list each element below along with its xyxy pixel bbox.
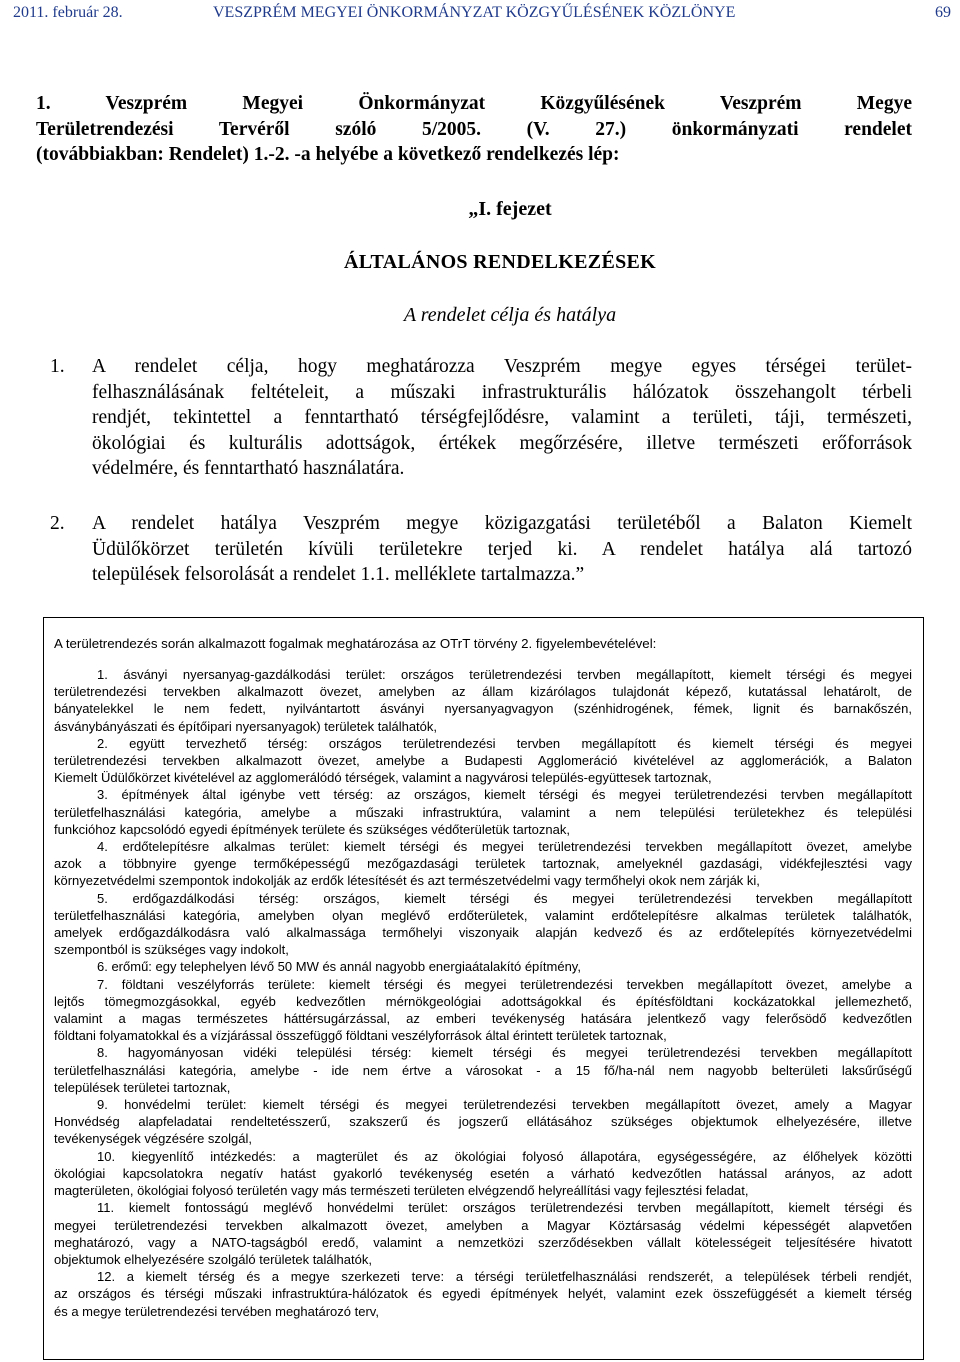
paragraph-line: A rendelet célja, hogy meghatározza Veszprém megye egyes térségei terület- [92,356,912,377]
definition-line: 4. erdőtelepítésre alkalmas terület: kiemelt térségi és megyei területrendezési tervekben megállapított övezet, amelybe [97,839,912,855]
definition-line: környezetvédelmi szempontok indokolják az erdők létesítését és azt természetvédelmi vagy termőhelyi okok nem zárják ki, [54,873,760,889]
paragraph-line: rendjét, tekintettel a fenntartható térségfejlődésre, valamint a területi, táji, természeti, [92,407,912,428]
definition-line: 9. honvédelmi terület: kiemelt térségi és megyei területrendezési tervekben megállapított övezet, amely a Magyar [97,1097,912,1113]
definition-line: lejtős tömegmozgásokkal, egyéb kedvezőtlen mérnökgeológiai adottságokkal és építésföldtani kockázatokkal jellemezhető, [54,993,912,1009]
paragraph-number: 2. [50,513,65,534]
definition-line: területrendezési tervekben alkalmazott övezet, amelyben az állam kizárólagos tulajdonát képező, kutatással lehatárolt, de [54,684,912,700]
definition-line: 6. erőmű: egy telephelyen lévő 50 MW és annál nagyobb energiaátalakító építmény, [97,959,581,975]
definition-line: 2. együtt tervezhető térség: országos területrendezési tervben megállapított és kiemelt térségi és megyei [97,735,912,751]
paragraph-2 [50,511,912,588]
definition-item [54,838,912,890]
definition-line: amelyek erdőgazdálkodásra való alkalmassága termőhelyi viszonyaik alapján kedvező és az erdőtelepítés környezetvédelmi [54,925,912,941]
definition-line: 10. kiegyenlítő intézkedés: a magterület és az ökológiai folyosó állapotára, egységességére, az élőhelyek közötti [97,1148,912,1164]
definition-line: települések területei tartoznak, [54,1079,231,1095]
definition-line: 8. hagyományosan vidéki települési térség: kiemelt térségi és megyei területrendezési tervekben megállapított [97,1045,912,1061]
definition-line: Kiemelt Üdülőkörzet kivételével az agglomerálódó térségek, valamint a nagyvárosi település-együttesek tartoznak, [54,770,712,786]
paragraph-line: települések felsorolását a rendelet 1.1. melléklete tartalmazza.” [92,564,585,585]
paragraph-line: felhasználásának feltételeit, a műszaki infrastrukturális hálózatok összehangolt térbeli [92,381,912,403]
chapter-number: „I. fejezet [468,198,552,220]
header-page-number: 69 [935,4,951,21]
definition-item [54,1044,912,1096]
definition-item [54,1096,912,1148]
definition-line: azok a többnyire gyenge termőképességű mezőgazdasági területek tartoznak, amelyeknél gazdasági, vidékfejlesztési vagy [54,856,912,872]
definition-line: bányatelekkel le nem fedett, nyilvántartott ásványi nyersanyagvagyon (szénhidrogének, fémek, lignit és barnakőszén, [54,701,912,717]
definition-line: tevékenységek végzésére szolgál, [54,1131,253,1147]
definition-line: 1. ásványi nyersanyag-gazdálkodási terület: országos területrendezési tervben megállapított, kiemelt térségi és megyei [97,667,912,682]
intro-line: 1. Veszprém Megyei Önkormányzat Közgyűlésének Veszprém Megye [36,93,912,114]
definition-line: szempontból is szükséges vagy indokolt, [54,942,289,958]
chapter-title: ÁLTALÁNOS RENDELKEZÉSEK [344,251,656,273]
definition-line: ásványbányászati és építőipari nyersanyagok) területek találhatók, [54,718,437,734]
definition-line: 11. kiemelt fontosságú meglévő honvédelmi terület: országos területrendezési tervben megállapított, kiemelt térségi és [97,1200,912,1216]
paragraph-1 [50,354,912,482]
header-journal-title: VESZPRÉM MEGYEI ÖNKORMÁNYZAT KÖZGYŰLÉSÉNEK KÖZLÖNYE [213,4,736,21]
definition-line: magterületen, ökológiai folyosó területén vagy más természeti területen elvégzendő helyreállítási vagy fejlesztési feladat, [54,1183,749,1199]
definition-item [54,976,912,1045]
definition-line: az országos és térségi műszaki infrastruktúra-hálózatok és egyedi építmények helyét, valamint ezek összefüggését a kiemelt térség [54,1286,912,1302]
definition-line: 7. földtani veszélyforrás területe: kiemelt térségi és megyei területrendezési tervekben megállapított övezet, amelybe a [97,976,912,992]
definition-line: 3. építmények által igénybe vett térség: az országos, kiemelt térségi és megyei területrendezési tervben megállapított [97,787,912,803]
definition-line: területrendezési tervekben alkalmazott övezet, amelybe a Budapesti Agglomeráció kivételével az agglomerációk, a Balaton [54,753,912,769]
definition-item [54,890,912,959]
definition-line: funkcióhoz kapcsolódó egyedi építmények területe és szükséges védőterületük tartoznak, [54,821,570,837]
definition-line: ökológiai kapcsolatokra negatív hatást gyakorló tevékenység esetén a várható kedvezőtlen hatással arányos, az adott [54,1165,912,1181]
paragraph-line: A rendelet hatálya Veszprém megye közigazgatási területéből a Balaton Kiemelt [92,513,912,534]
definition-item [54,735,912,787]
definition-item [54,786,912,838]
definition-line: Honvédség alapfeladatai rendeltetésszerű, szakszerű és jogszerű ellátásához szükséges objektumok elhelyezésére, illetve [54,1114,912,1130]
definition-line: területfelhasználási kategória, amelyben olyan meglévő erdőterületek, valamint erdőtelepítésre alkalmas területek találhatók, [54,907,912,923]
intro-line: Területrendezési Tervéről szóló 5/2005. (V. 27.) önkormányzati rendelet [36,118,912,140]
chapter-subtitle: A rendelet célja és hatálya [403,304,617,326]
definition-item [54,958,912,975]
paragraph-number: 1. [50,356,65,377]
paragraph-line: ökológiai és kulturális adottságok, értékek megőrzésére, illetve természeti erőforrások [92,432,912,454]
definition-item [54,1268,912,1320]
running-header [13,4,951,26]
paragraph-line: Üdülőkörzet területén kívüli területekre terjed ki. A rendelet hatálya alá tartozó [92,538,912,560]
definition-item [54,1148,912,1200]
definition-line: objektumok elhelyezésére szolgáló területek találhatók, [54,1251,372,1267]
definition-line: meghatározó, vagy a NATO-tagságból eredő, valamint a nemzetközi szerződésekben vállalt kötelességeit teljesítésére hivatott [54,1234,912,1250]
definition-line: megyei területrendezési tervekben alkalmazott övezet, amelyben a Magyar Köztársaság védelmi képességét alapvetően [54,1217,912,1233]
definition-item [54,666,912,735]
definitions-box-title: A területrendezés során alkalmazott fogalmak meghatározása az OTrT törvény 2. figyelembevételével: [54,636,657,651]
definitions-box [43,617,924,1360]
definition-line: területfelhasználási kategória, amelybe - ide nem értve a városokat - a 15 fő/ha-nál nem nagyobb belterületi laksűrűségű [54,1062,912,1078]
definitions-list [54,666,912,1320]
definition-line: 12. a kiemelt térség és a megye szerkezeti terve: a térségi területfelhasználási rendszerét, a települések térbeli rendjét, [97,1269,912,1285]
definition-line: területfelhasználási kategória, amelybe a műszaki infrastruktúra, valamint a nem települési területekhez és települési [54,804,912,820]
header-date: 2011. február 28. [13,4,123,21]
definition-item [54,1199,912,1268]
definition-line: földtani folyamatokkal és a vízjárással összefüggő földtani veszélyforrások által érintett területek tartoznak, [54,1028,667,1044]
definition-line: 5. erdőgazdálkodási térség: országos, kiemelt térségi és megyei területrendezési tervekben megállapított [97,890,912,906]
intro-line: (továbbiakban: Rendelet) 1.-2. -a helyébe a következő rendelkezés lép: [36,144,620,165]
definition-line: és a megye területrendezési tervében meghatározó terv, [54,1303,379,1319]
amendment-intro [36,91,912,168]
definition-line: valamint a magas természetes háttérsugárzással, az emberi tevékenység hatására jelentkező vagy felerősödő kedvezőtlen [54,1011,912,1027]
paragraph-line: védelmére, és fenntartható használatára. [92,458,405,479]
